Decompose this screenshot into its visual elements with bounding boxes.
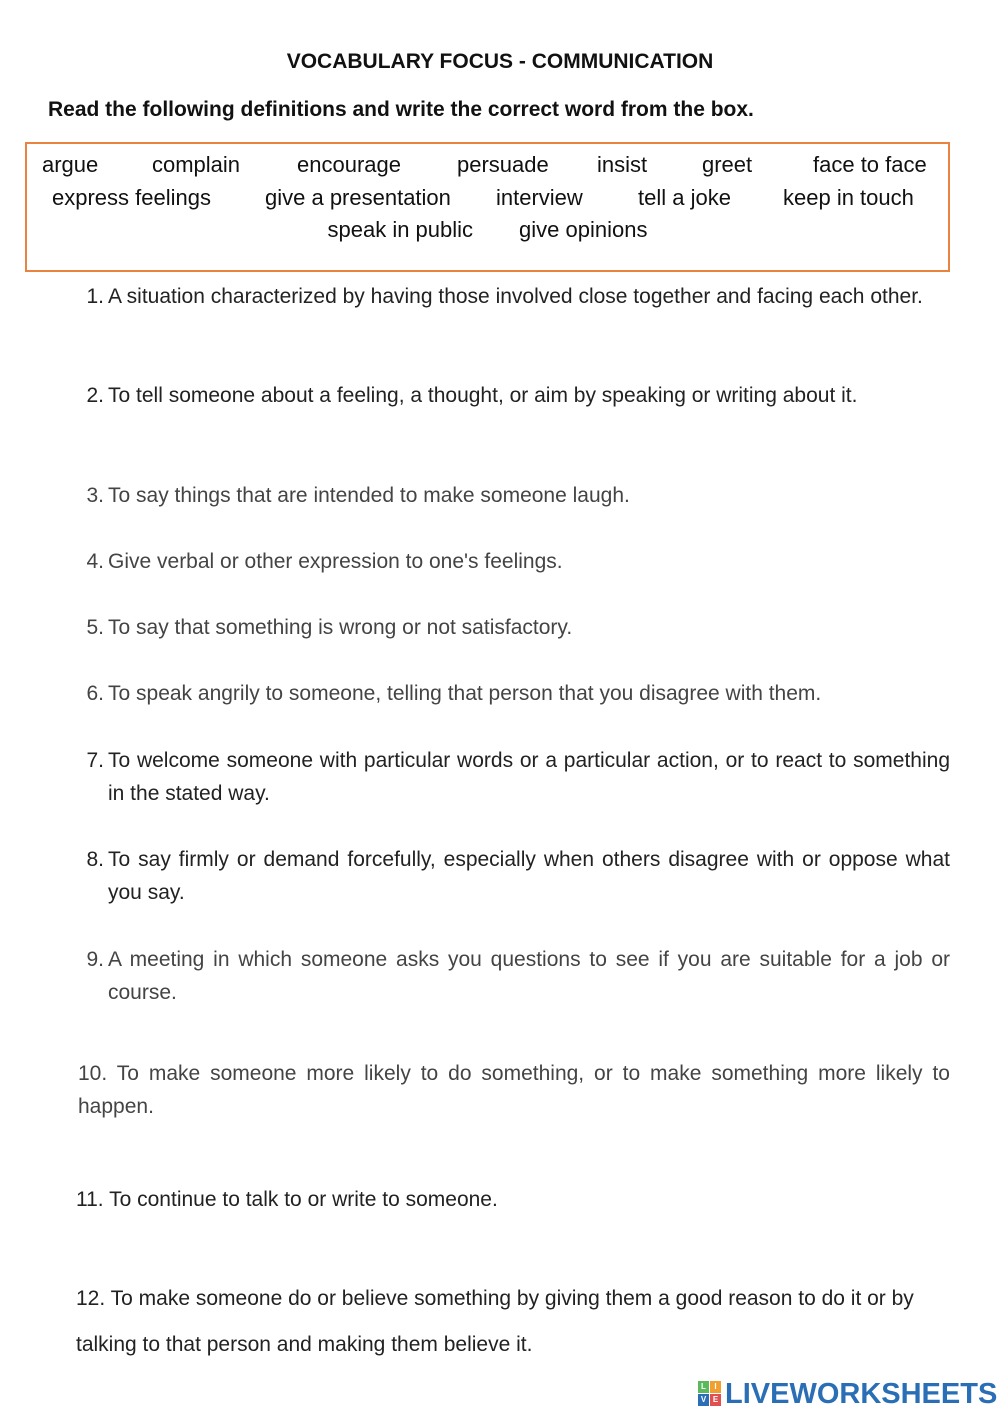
definition-10: [78, 1057, 950, 1123]
definition-text: To welcome someone with particular words or a particular action, or to react to something in the stated way.: [108, 749, 950, 805]
word-express-feelings: express feelings: [52, 185, 211, 210]
definition-text: To say firmly or demand forcefully, especially when others disagree with or oppose what you say.: [108, 848, 950, 904]
page-title: VOCABULARY FOCUS - COMMUNICATION: [286, 50, 714, 73]
item-number: 12.: [76, 1287, 106, 1310]
item-number: 10.: [78, 1062, 108, 1085]
logo-mark-icon: [698, 1381, 722, 1407]
instruction: Read the following definitions and write the correct word from the box.: [48, 98, 754, 121]
definition-2: [86, 379, 950, 412]
word-interview: interview: [496, 185, 583, 210]
word-row-1: [27, 152, 948, 184]
definition-1: [86, 280, 950, 313]
item-number: 9.: [86, 948, 104, 971]
word-complain: complain: [152, 152, 241, 177]
definition-text: To say things that are intended to make someone laugh.: [108, 484, 630, 507]
definition-text: A meeting in which someone asks you questions to see if you are suitable for a job or course.: [108, 948, 950, 1004]
definition-text: Give verbal or other expression to one's feelings.: [108, 550, 563, 573]
item-number: 4.: [86, 550, 104, 573]
item-number: 7.: [86, 749, 104, 772]
word-speak-in-public: speak in public: [327, 217, 474, 242]
logo-letter: L: [698, 1381, 709, 1393]
word-persuade: persuade: [457, 152, 549, 177]
definition-text: To speak angrily to someone, telling that person that you disagree with them.: [108, 682, 822, 705]
logo-letter: E: [710, 1394, 721, 1406]
definition-8: [86, 843, 950, 909]
definition-text: To continue to talk to or write to someone.: [109, 1188, 498, 1211]
word-face-to-face: face to face: [813, 152, 927, 177]
word-box: [25, 142, 950, 272]
item-number: 5.: [86, 616, 104, 639]
definition-5: [86, 611, 950, 644]
logo-letter: I: [710, 1381, 721, 1393]
definition-text: A situation characterized by having those involved close together and facing each other.: [108, 285, 923, 308]
word-encourage: encourage: [297, 152, 401, 177]
definition-text: To tell someone about a feeling, a thought, or aim by speaking or writing about it.: [108, 384, 858, 407]
word-give-opinions: give opinions: [519, 217, 648, 242]
word-insist: insist: [597, 152, 648, 177]
definition-7: [86, 744, 950, 810]
item-number: 11.: [76, 1188, 104, 1211]
logo-letter: V: [698, 1394, 709, 1406]
definition-text: To make someone do or believe something by giving them a good reason to do it or by talking to that person and making them believe it.: [76, 1287, 914, 1356]
item-number: 3.: [86, 484, 104, 507]
item-number: 6.: [86, 682, 104, 705]
word-row-3: [27, 217, 948, 249]
definition-11: [76, 1183, 950, 1216]
liveworksheets-logo: [698, 1378, 997, 1410]
item-number: 2.: [86, 384, 104, 407]
definition-3: [86, 479, 950, 512]
definition-12: [76, 1276, 950, 1368]
word-keep-in-touch: keep in touch: [783, 185, 914, 210]
definition-4: [86, 545, 950, 578]
logo-text: LIVEWORKSHEETS: [725, 1377, 998, 1410]
item-number: 1.: [86, 285, 104, 308]
word-give-a-presentation: give a presentation: [265, 185, 451, 210]
word-tell-a-joke: tell a joke: [638, 185, 731, 210]
item-number: 8.: [86, 848, 104, 871]
definition-6: [86, 677, 950, 710]
definition-text: To say that something is wrong or not satisfactory.: [108, 616, 573, 639]
word-argue: argue: [42, 152, 99, 177]
definition-9: [86, 943, 950, 1009]
word-greet: greet: [702, 152, 753, 177]
word-row-2: [27, 185, 948, 217]
definition-text: To make someone more likely to do something, or to make something more likely to happen.: [78, 1062, 950, 1118]
